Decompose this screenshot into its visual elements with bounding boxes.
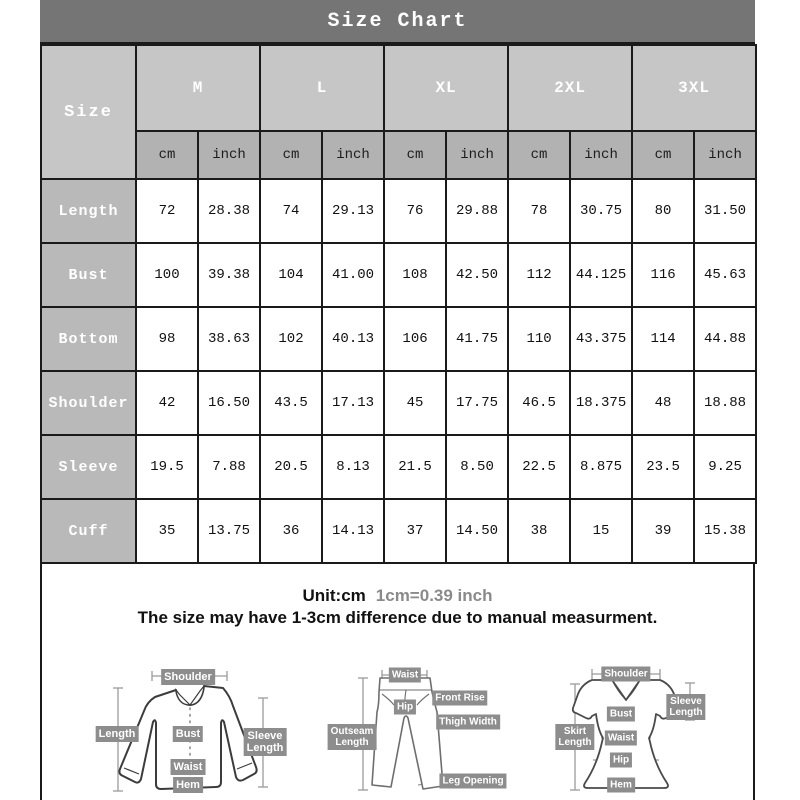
table-row-bust [41,243,756,307]
value-cell: 8.50 [446,435,508,499]
size-col-header: 3XL [632,45,756,131]
row-label: Sleeve [41,435,136,499]
size-col-header: XL [384,45,508,131]
value-cell: 20.5 [260,435,322,499]
pants-hip-label: Hip [394,700,416,715]
notes-block [40,586,755,630]
value-cell: 42.50 [446,243,508,307]
shirt-sleeve-length-label [244,728,287,756]
value-cell: 35 [136,499,198,563]
table-row-bottom [41,307,756,371]
value-cell: 104 [260,243,322,307]
shirt-hem-label: Hem [173,777,203,793]
label-line: Length [246,742,284,754]
table-row-cuff [41,499,756,563]
row-label: Shoulder [41,371,136,435]
dress-hem-label: Hem [607,778,635,793]
value-cell: 112 [508,243,570,307]
unit-header: inch [198,131,260,179]
table-row-sleeve [41,435,756,499]
value-cell: 23.5 [632,435,694,499]
dress-sleeve-length-label [666,694,705,720]
size-table [40,44,757,564]
value-cell: 16.50 [198,371,260,435]
value-cell: 38 [508,499,570,563]
dress-skirt-length-label [555,724,594,750]
value-cell: 78 [508,179,570,243]
pants-outseam-length-label [328,724,377,750]
value-cell: 8.13 [322,435,384,499]
value-cell: 43.375 [570,307,632,371]
conversion-note: 1cm=0.39 inch [375,586,493,605]
value-cell: 7.88 [198,435,260,499]
value-cell: 22.5 [508,435,570,499]
unit-header: cm [136,131,198,179]
value-cell: 114 [632,307,694,371]
value-cell: 45 [384,371,446,435]
value-cell: 108 [384,243,446,307]
unit-header: cm [632,131,694,179]
unit-note [40,586,755,606]
value-cell: 15 [570,499,632,563]
unit-label: Unit:cm [302,586,366,605]
dress-hip-label: Hip [610,753,632,768]
label-line: Length [335,737,369,748]
value-cell: 37 [384,499,446,563]
value-cell: 38.63 [198,307,260,371]
row-label: Bust [41,243,136,307]
value-cell: 74 [260,179,322,243]
value-cell: 17.13 [322,371,384,435]
label-line: Skirt [563,726,587,737]
value-cell: 14.13 [322,499,384,563]
label-line: Sleeve [670,696,702,707]
value-cell: 14.50 [446,499,508,563]
unit-header: inch [694,131,756,179]
value-cell: 39 [632,499,694,563]
label-line: Outseam [330,726,374,737]
table-row-length [41,179,756,243]
row-label: Length [41,179,136,243]
size-col-header: L [260,45,384,131]
label-line: Sleeve [247,730,283,742]
shirt-shoulder-label: Shoulder [161,669,215,685]
value-cell: 76 [384,179,446,243]
label-line: Length [558,737,592,748]
unit-header: cm [508,131,570,179]
value-cell: 48 [632,371,694,435]
value-cell: 45.63 [694,243,756,307]
shirt-length-label: Length [96,726,139,742]
corner-header: Size [41,45,136,179]
value-cell: 80 [632,179,694,243]
value-cell: 44.88 [694,307,756,371]
value-cell: 21.5 [384,435,446,499]
value-cell: 43.5 [260,371,322,435]
pants-leg-opening-label: Leg Opening [439,774,506,789]
dress-waist-label: Waist [605,731,637,746]
value-cell: 17.75 [446,371,508,435]
unit-header: inch [322,131,384,179]
pants-front-rise-label: Front Rise [432,691,487,706]
value-cell: 18.375 [570,371,632,435]
disclaimer-note: The size may have 1-3cm difference due to manual measurment. [137,608,658,627]
size-col-header: M [136,45,260,131]
value-cell: 9.25 [694,435,756,499]
value-cell: 31.50 [694,179,756,243]
value-cell: 41.75 [446,307,508,371]
value-cell: 102 [260,307,322,371]
value-cell: 72 [136,179,198,243]
pants-waist-label: Waist [389,668,421,683]
dress-bust-label: Bust [607,707,635,722]
value-cell: 28.38 [198,179,260,243]
row-label: Cuff [41,499,136,563]
value-cell: 39.38 [198,243,260,307]
value-cell: 8.875 [570,435,632,499]
label-line: Length [669,707,703,718]
value-cell: 42 [136,371,198,435]
value-cell: 110 [508,307,570,371]
unit-header: inch [446,131,508,179]
value-cell: 19.5 [136,435,198,499]
unit-header: cm [260,131,322,179]
value-cell: 18.88 [694,371,756,435]
value-cell: 100 [136,243,198,307]
value-cell: 13.75 [198,499,260,563]
value-cell: 29.88 [446,179,508,243]
value-cell: 116 [632,243,694,307]
value-cell: 44.125 [570,243,632,307]
value-cell: 106 [384,307,446,371]
unit-header-row [41,131,756,179]
value-cell: 41.00 [322,243,384,307]
row-label: Bottom [41,307,136,371]
table-row-shoulder [41,371,756,435]
value-cell: 30.75 [570,179,632,243]
pants-thigh-width-label: Thigh Width [436,715,500,730]
value-cell: 36 [260,499,322,563]
value-cell: 15.38 [694,499,756,563]
size-header-row [41,45,756,131]
page-title: Size Chart [40,0,755,44]
unit-header: inch [570,131,632,179]
unit-header: cm [384,131,446,179]
dress-shoulder-label: Shoulder [601,667,650,682]
value-cell: 98 [136,307,198,371]
size-col-header: 2XL [508,45,632,131]
shirt-bust-label: Bust [173,726,203,742]
value-cell: 40.13 [322,307,384,371]
value-cell: 29.13 [322,179,384,243]
shirt-waist-label: Waist [171,759,206,775]
value-cell: 46.5 [508,371,570,435]
